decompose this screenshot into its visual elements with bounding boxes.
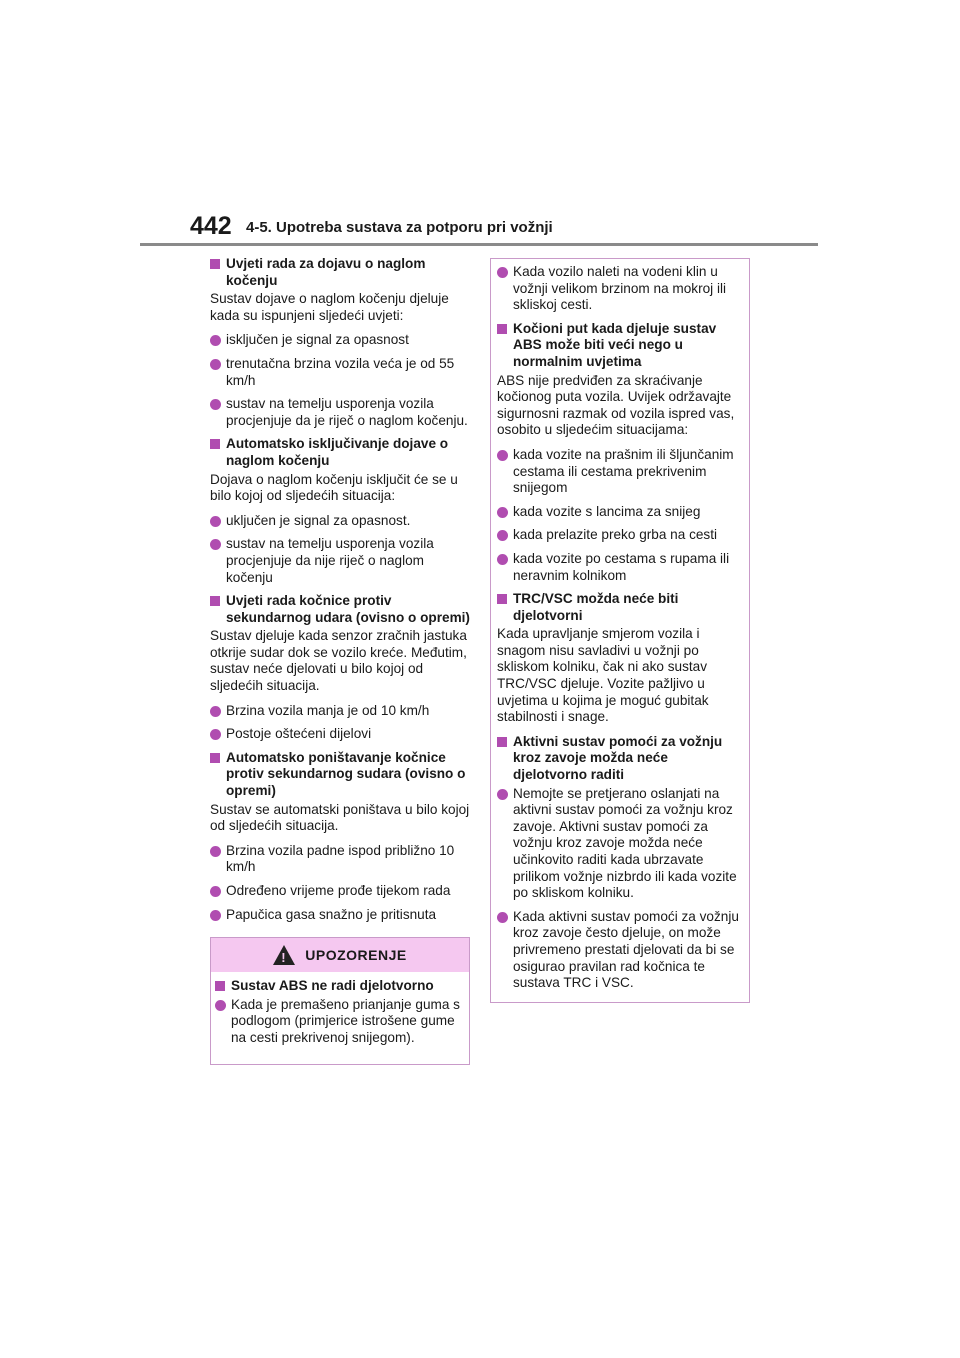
circle-bullet-icon bbox=[210, 846, 221, 857]
circle-bullet-icon bbox=[497, 530, 508, 541]
list-item: Brzina vozila manja je od 10 km/h bbox=[210, 703, 472, 720]
paragraph: Sustav se automatski poništava u bilo kojoj od sljedećih situacija. bbox=[210, 801, 470, 834]
list-item: Nemojte se pretjerano oslanjati na aktivni sustav pomoći za vožnju kroz zavoje. Aktivni sustav pomoći za vožnju kroz zavoje možda neće učinkovito raditi kada ubrzavate prilikom vožnje nizbrdo ili kada vozite po skliskom kolniku. bbox=[497, 786, 745, 902]
square-bullet-icon bbox=[497, 324, 507, 334]
page-number: 442 bbox=[190, 212, 232, 240]
list-item: Papučica gasa snažno je pritisnuta bbox=[210, 907, 472, 924]
circle-bullet-icon bbox=[210, 335, 221, 346]
header-rule bbox=[140, 243, 818, 246]
square-bullet-icon bbox=[215, 981, 225, 991]
list-item: Postoje oštećeni dijelovi bbox=[210, 726, 472, 743]
circle-bullet-icon bbox=[497, 554, 508, 565]
section-heading: Automatsko poništavanje kočnice protiv sekundarnog sudara (ovisno o opremi) bbox=[210, 750, 472, 800]
paragraph: Sustav dojave o naglom kočenju djeluje kada su ispunjeni sljedeći uvjeti: bbox=[210, 291, 449, 323]
circle-bullet-icon bbox=[497, 789, 508, 800]
left-column bbox=[210, 256, 472, 1065]
circle-bullet-icon bbox=[497, 507, 508, 518]
warning-continuation-box bbox=[490, 258, 750, 1003]
warning-triangle-icon bbox=[273, 945, 295, 965]
warning-box bbox=[210, 937, 470, 1064]
square-bullet-icon bbox=[210, 596, 220, 606]
circle-bullet-icon bbox=[497, 450, 508, 461]
list-item: sustav na temelju usporenja vozila procjenjuje da je riječ o naglom kočenju. bbox=[210, 396, 472, 429]
section-heading: Uvjeti rada kočnice protiv sekundarnog udara (ovisno o opremi) bbox=[210, 593, 472, 626]
section-heading: Automatsko isključivanje dojave o naglom kočenju bbox=[210, 436, 472, 469]
list-item: Kada aktivni sustav pomoći za vožnju kroz zavoje često djeluje, on može privremeno prestati djelovati da bi se osigurao pravilan rad kočnica te sustava TRC i VSC. bbox=[497, 909, 745, 992]
warning-header bbox=[211, 938, 469, 972]
section-heading: Uvjeti rada za dojavu o naglom kočenju bbox=[210, 256, 472, 289]
section-heading: Sustav ABS ne radi djelotvorno bbox=[215, 978, 465, 995]
list-item: isključen je signal za opasnost bbox=[210, 332, 472, 349]
circle-bullet-icon bbox=[210, 399, 221, 410]
warning-title: UPOZORENJE bbox=[305, 946, 407, 963]
list-item: Kada je premašeno prianjanje guma s podlogom (primjerice istrošene gume na cesti prekrivenoj snijegom). bbox=[215, 997, 465, 1047]
square-bullet-icon bbox=[497, 594, 507, 604]
square-bullet-icon bbox=[210, 259, 220, 269]
circle-bullet-icon bbox=[497, 912, 508, 923]
paragraph: ABS nije predviđen za skraćivanje kočionog puta vozila. Uvijek održavajte sigurnosni razmak od vozila ispred vas, osobito u sljedećim situacijama: bbox=[497, 372, 735, 438]
list-item: kada vozite po cestama s rupama ili neravnim kolnikom bbox=[497, 551, 745, 584]
circle-bullet-icon bbox=[210, 516, 221, 527]
circle-bullet-icon bbox=[210, 706, 221, 717]
section-title: 4-5. Upotreba sustava za potporu pri vožnji bbox=[246, 219, 553, 236]
list-item: uključen je signal za opasnost. bbox=[210, 513, 472, 530]
list-item: Određeno vrijeme prođe tijekom rada bbox=[210, 883, 472, 900]
list-item: Brzina vozila padne ispod približno 10 km/h bbox=[210, 843, 472, 876]
right-column bbox=[490, 258, 750, 1003]
list-item: Kada vozilo naleti na vodeni klin u vožnji velikom brzinom na mokroj ili skliskoj cesti. bbox=[497, 264, 745, 314]
circle-bullet-icon bbox=[210, 729, 221, 740]
list-item: kada vozite s lancima za snijeg bbox=[497, 504, 745, 521]
circle-bullet-icon bbox=[210, 886, 221, 897]
square-bullet-icon bbox=[497, 737, 507, 747]
list-item: kada prelazite preko grba na cesti bbox=[497, 527, 745, 544]
circle-bullet-icon bbox=[210, 539, 221, 550]
square-bullet-icon bbox=[210, 753, 220, 763]
list-item: kada vozite na prašnim ili šljunčanim cestama ili cestama prekrivenim snijegom bbox=[497, 447, 745, 497]
circle-bullet-icon bbox=[210, 359, 221, 370]
circle-bullet-icon bbox=[215, 1000, 226, 1011]
section-heading: Kočioni put kada djeluje sustav ABS može biti veći nego u normalnim uvjetima bbox=[497, 321, 745, 371]
list-item: trenutačna brzina vozila veća je od 55 km/h bbox=[210, 356, 472, 389]
section-heading: TRC/VSC možda neće biti djelotvorni bbox=[497, 591, 745, 624]
section-heading: Aktivni sustav pomoći za vožnju kroz zavoje možda neće djelotvorno raditi bbox=[497, 734, 745, 784]
square-bullet-icon bbox=[210, 439, 220, 449]
circle-bullet-icon bbox=[210, 910, 221, 921]
list-item: sustav na temelju usporenja vozila procjenjuje da nije riječ o naglom kočenju bbox=[210, 536, 472, 586]
circle-bullet-icon bbox=[497, 267, 508, 278]
paragraph: Kada upravljanje smjerom vozila i snagom nisu savladivi u vožnji po skliskom kolniku, čak ni ako sustav TRC/VSC djeluje. Vozite pažljivo u uvjetima u kojima je moguć gubitak stabilnosti i snage. bbox=[497, 626, 709, 725]
paragraph: Dojava o naglom kočenju isključit će se u bilo kojoj od sljedećih situacija: bbox=[210, 471, 458, 504]
warning-body bbox=[211, 972, 469, 1063]
paragraph: Sustav djeluje kada senzor zračnih jastuka otkrije sudar dok se vozilo kreće. Međutim, sustav neće djelovati u bilo kojoj od sljedećih situacija. bbox=[210, 628, 467, 694]
